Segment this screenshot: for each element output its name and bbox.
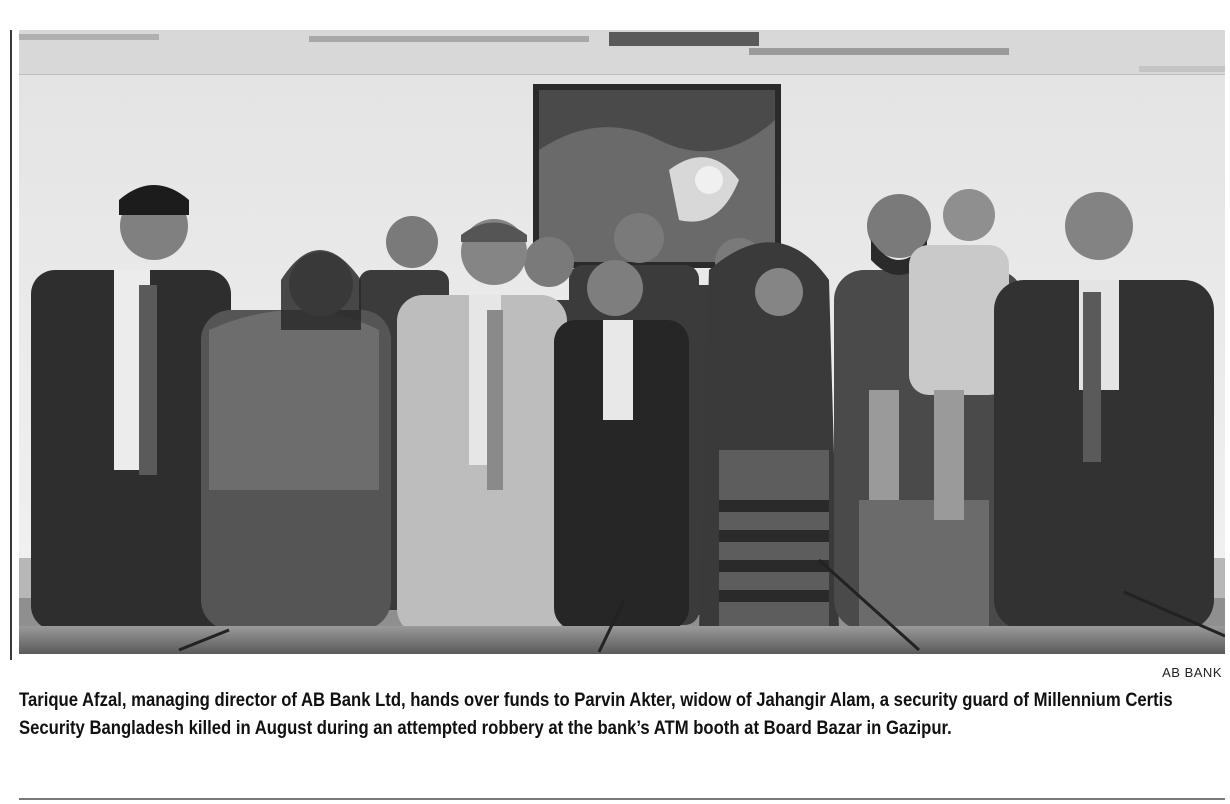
photo-credit: AB BANK — [1162, 665, 1222, 680]
photo-caption: Tarique Afzal, managing director of AB Bank Ltd, hands over funds to Parvin Akter, widow of Jahangir Alam, a security guard of Millennium Certis Security Bangladesh killed in August during an attempted robbery at the bank’s ATM booth at Board Bazar in Gazipur. — [19, 689, 1173, 739]
news-photo — [19, 30, 1225, 654]
bottom-rule — [19, 798, 1225, 800]
column-rule — [10, 30, 12, 660]
conference-table — [19, 626, 1225, 654]
